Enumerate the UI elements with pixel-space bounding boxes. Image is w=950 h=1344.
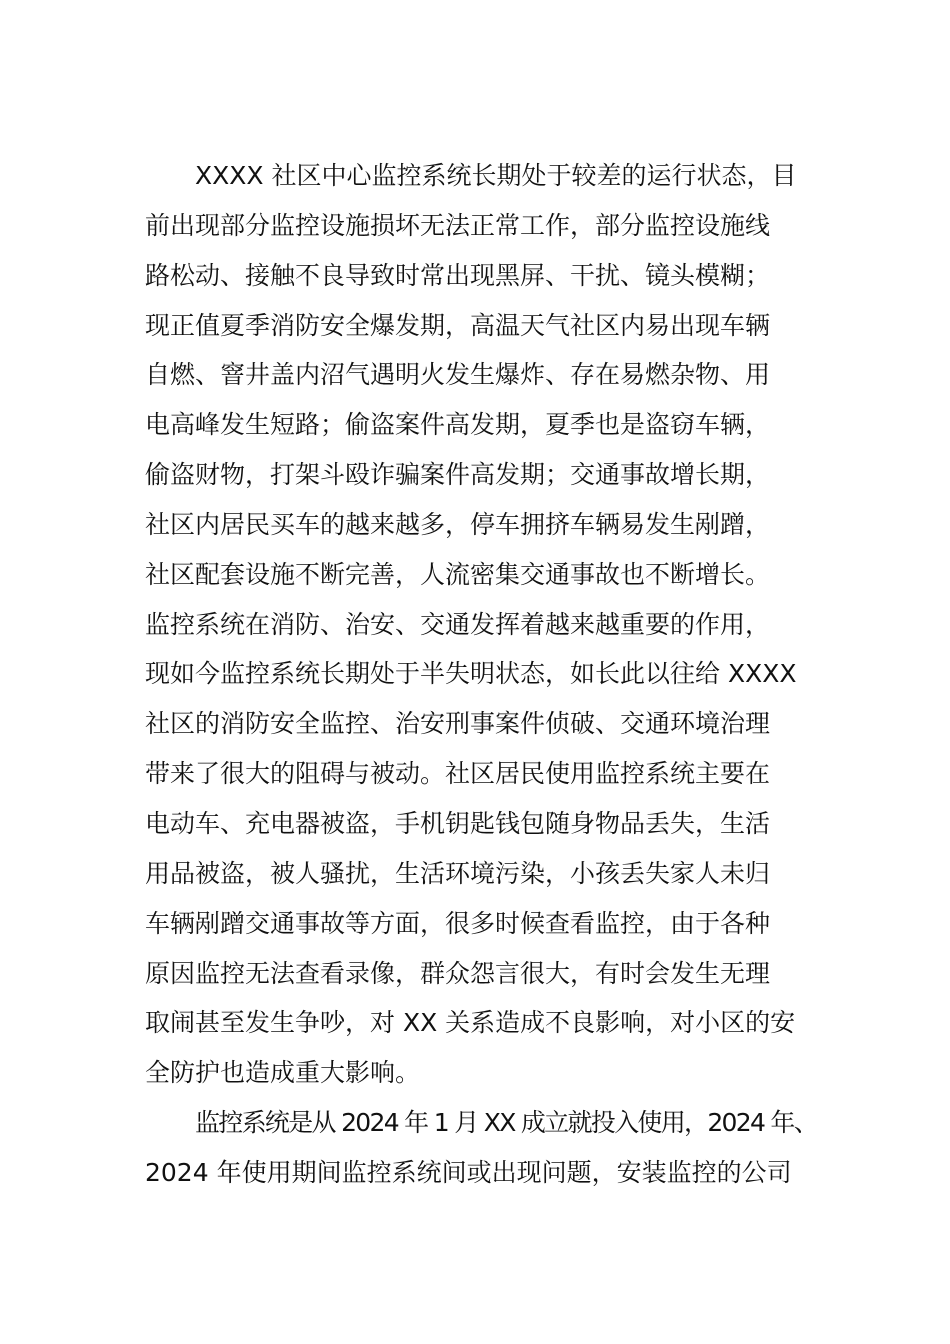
text-line: 用品被盗，被人骚扰，生活环境污染，小孩丢失家人未归 (145, 858, 771, 888)
text-line: 现如今监控系统长期处于半失明状态，如长此以往给 XXXX (145, 659, 797, 689)
text-line: 车辆剐蹭交通事故等方面，很多时候查看监控，由于各种 (145, 908, 771, 938)
text-line: 原因监控无法查看录像，群众怨言很大，有时会发生无理 (145, 958, 771, 988)
text-line: XXXX 社区中心监控系统长期处于较差的运行状态，目 (195, 161, 797, 190)
text-line: 电高峰发生短路；偷盗案件高发期，夏季也是盗窃车辆， (145, 410, 771, 440)
paragraph (145, 151, 817, 1098)
text-line: 现正值夏季消防安全爆发期，高温天气社区内易出现车辆 (145, 310, 771, 340)
text-line: 前出现部分监控设施损坏无法正常工作，部分监控设施线 (145, 210, 771, 240)
paragraph (145, 1098, 817, 1198)
text-line: 社区的消防安全监控、治安刑事案件侦破、交通环境治理 (145, 709, 771, 739)
text-line: 自燃、窨井盖内沼气遇明火发生爆炸、存在易燃杂物、用 (145, 360, 771, 390)
text-line: 偷盗财物，打架斗殴诈骗案件高发期；交通事故增长期， (145, 460, 771, 490)
document-body (145, 151, 817, 1198)
text-line: 2024 年使用期间监控系统间或出现问题，安装监控的公司 (145, 1157, 792, 1187)
text-line: 电动车、充电器被盗，手机钥匙钱包随身物品丢失，生活 (145, 808, 771, 838)
text-line: 带来了很大的阻碍与被动。社区居民使用监控系统主要在 (145, 759, 771, 789)
text-line: 路松动、接触不良导致时常出现黑屏、干扰、镜头模糊； (145, 260, 771, 290)
text-line: 监控系统是从 2024 年 1 月 XX 成立就投入使用，2024 年、 (195, 1108, 818, 1138)
text-line: 取闹甚至发生争吵，对 XX 关系造成不良影响，对小区的安 (145, 1008, 796, 1038)
text-line: 社区配套设施不断完善，人流密集交通事故也不断增长。 (145, 559, 771, 589)
text-line: 监控系统在消防、治安、交通发挥着越来越重要的作用， (145, 609, 771, 639)
text-line: 全防护也造成重大影响。 (145, 1058, 421, 1088)
text-line: 社区内居民买车的越来越多，停车拥挤车辆易发生剐蹭， (145, 509, 771, 539)
